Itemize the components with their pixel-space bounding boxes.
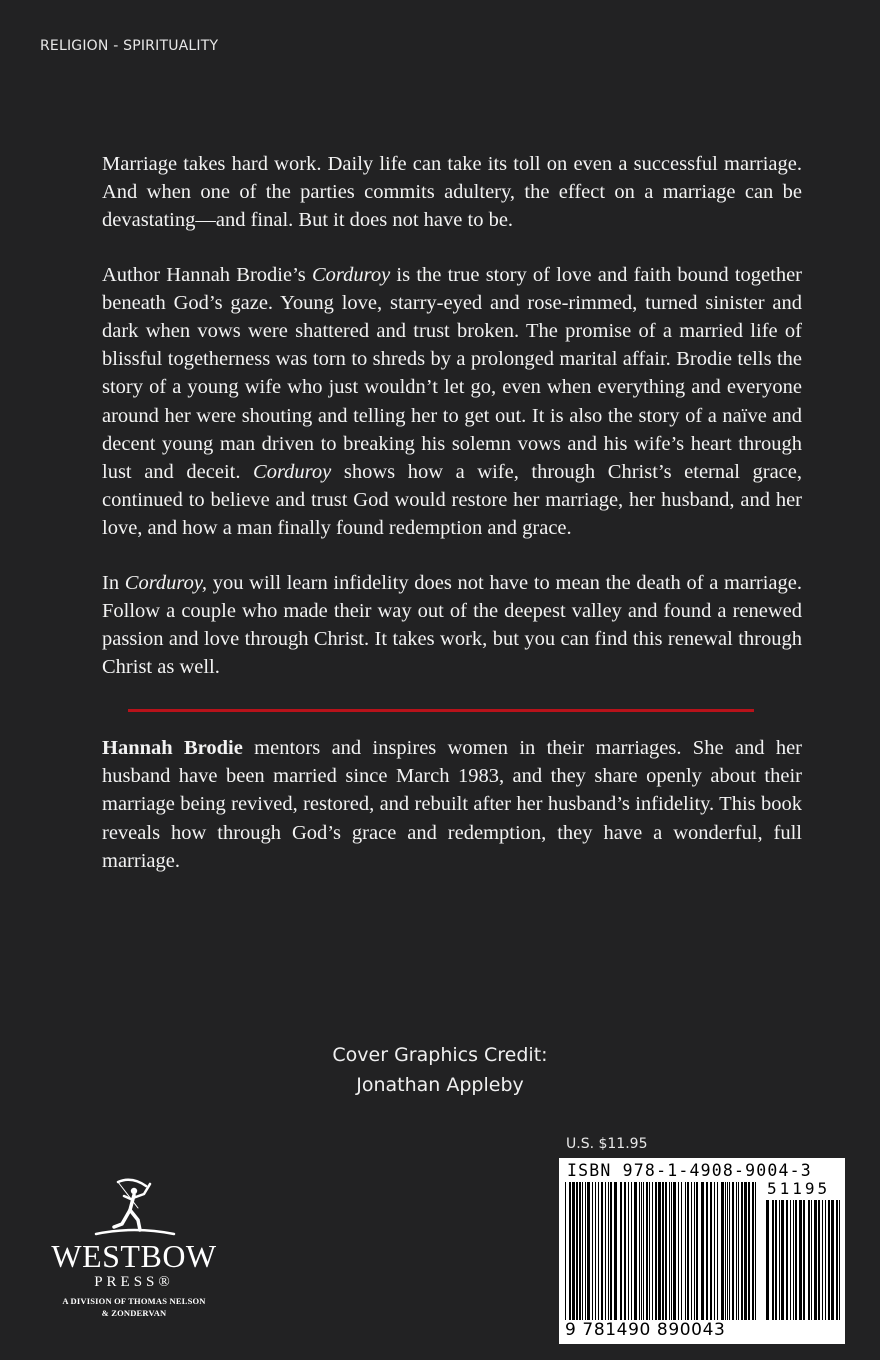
barcode-bar bbox=[592, 1182, 593, 1320]
description-paragraph-2: Author Hannah Brodie’s Corduroy is the true story of love and faith bound together beneath God’s gaze. Young love, starry-eyed and rose-rimmed, turned sinister and dark when vows were shattered and trust broken. The promise of a married life of blissful togetherness was torn to shreds by a prolonged marital affair. Brodie tells the story of a young wife who just wouldn’t let go, even when everything and everyone around her were shouting and telling her to get out. It is also the story of a naïve and decent young man driven to breaking his solemn vows and his wife’s heart through lust and deceit. Corduroy shows how a wife, through Christ’s eternal grace, continued to believe and trust God would restore her marriage, her husband, and her love, and how a man finally found redemption and grace. bbox=[102, 263, 803, 540]
barcode-bar bbox=[598, 1182, 599, 1320]
barcode-bar bbox=[631, 1182, 632, 1320]
publisher-press: PRESS® bbox=[94, 1274, 174, 1290]
barcode-bar bbox=[781, 1200, 784, 1320]
barcode-bar bbox=[828, 1200, 830, 1320]
barcode-bar bbox=[646, 1182, 648, 1320]
ean-digits: 9 781490 890043 bbox=[565, 1320, 726, 1340]
barcode-bar bbox=[736, 1182, 737, 1320]
barcode-bar bbox=[691, 1182, 692, 1320]
author-bio bbox=[102, 734, 802, 875]
barcode bbox=[559, 1158, 845, 1344]
barcode-bar bbox=[793, 1200, 794, 1320]
book-title: Corduroy bbox=[311, 263, 391, 286]
author-bio-text: mentors and inspires women in their marriages. She and her husband have been married since March 1983, and they share openly about their marriage being revived, restored, and rebuilt after her husband’s infidelity. This book reveals how through God’s grace and redemption, they have a wonderful, full marriage. bbox=[102, 737, 802, 872]
barcode-bar bbox=[752, 1182, 754, 1320]
book-title: Corduroy, bbox=[124, 571, 207, 594]
barcode-bar bbox=[811, 1200, 812, 1320]
divider-rule bbox=[128, 709, 754, 712]
barcode-bar bbox=[673, 1182, 676, 1320]
barcode-bar bbox=[572, 1182, 575, 1320]
barcode-bar bbox=[614, 1182, 617, 1320]
barcode-bar bbox=[565, 1182, 566, 1320]
barcode-bar bbox=[601, 1182, 603, 1320]
barcode-bar bbox=[669, 1182, 670, 1320]
barcode-bar bbox=[732, 1182, 734, 1320]
barcode-bar bbox=[587, 1182, 590, 1320]
barcode-bar bbox=[585, 1182, 586, 1320]
barcode-bar bbox=[795, 1200, 797, 1320]
barcode-bar bbox=[678, 1182, 679, 1320]
publisher-logo bbox=[34, 1178, 234, 1328]
barcode-bar bbox=[717, 1182, 718, 1320]
barcode-bar bbox=[628, 1182, 629, 1320]
barcode-bar bbox=[825, 1200, 826, 1320]
barcode-bar bbox=[655, 1182, 657, 1320]
barcode-bar bbox=[579, 1182, 581, 1320]
barcode-bar bbox=[685, 1182, 686, 1320]
addon-barcode-bars bbox=[766, 1200, 840, 1338]
barcode-bar bbox=[744, 1182, 747, 1320]
barcode-bar bbox=[701, 1182, 704, 1320]
barcode-bar bbox=[822, 1200, 823, 1320]
barcode-bar bbox=[741, 1182, 743, 1320]
publisher-name: WESTBOW bbox=[51, 1238, 217, 1274]
description-paragraph-3: In Corduroy, you will learn infidelity does not have to mean the death of a marriage. Follow a couple who made their way out of the deepest valley and found a renewed passion and love through Christ. It takes work, but you can find this renewal through Christ as well. bbox=[102, 571, 802, 679]
barcode-bar bbox=[738, 1182, 739, 1320]
barcode-bar bbox=[608, 1182, 609, 1320]
barcode-bar bbox=[634, 1182, 637, 1320]
barcode-bar bbox=[643, 1182, 644, 1320]
barcode-bar bbox=[766, 1200, 769, 1320]
barcode-bar bbox=[786, 1200, 788, 1320]
barcode-bar bbox=[818, 1200, 820, 1320]
publisher-division-2: & ZONDERVAN bbox=[101, 1308, 167, 1318]
barcode-bar bbox=[696, 1182, 698, 1320]
barcode-bar bbox=[725, 1182, 726, 1320]
barcode-bar bbox=[639, 1182, 640, 1320]
book-title: Corduroy bbox=[253, 461, 332, 484]
barcode-bar bbox=[671, 1182, 672, 1320]
cover-credit bbox=[0, 1040, 880, 1100]
archer-icon bbox=[34, 1178, 234, 1238]
barcode-bar bbox=[658, 1182, 661, 1320]
barcode-bar bbox=[605, 1182, 606, 1320]
barcode-bar bbox=[814, 1200, 817, 1320]
barcode-bar bbox=[748, 1182, 750, 1320]
barcode-bar bbox=[624, 1182, 626, 1320]
barcode-bar bbox=[799, 1200, 802, 1320]
barcode-bar bbox=[610, 1182, 612, 1320]
barcode-bar bbox=[803, 1200, 805, 1320]
barcode-bar bbox=[729, 1182, 730, 1320]
barcode-bar bbox=[595, 1182, 596, 1320]
author-name: Hannah Brodie bbox=[102, 737, 243, 759]
book-description bbox=[102, 150, 802, 707]
barcode-bar bbox=[620, 1182, 622, 1320]
barcode-bar bbox=[706, 1182, 708, 1320]
barcode-bar bbox=[576, 1182, 578, 1320]
barcode-bar bbox=[710, 1182, 712, 1320]
barcode-bar bbox=[839, 1200, 840, 1320]
barcode-bar bbox=[772, 1200, 774, 1320]
barcode-bar bbox=[569, 1182, 571, 1320]
barcode-bar bbox=[681, 1182, 682, 1320]
barcode-bar bbox=[808, 1200, 810, 1320]
barcode-bar bbox=[727, 1182, 728, 1320]
barcode-bar bbox=[662, 1182, 664, 1320]
barcode-bar bbox=[641, 1182, 642, 1320]
barcode-bar bbox=[836, 1200, 838, 1320]
credit-label: Cover Graphics Credit: bbox=[332, 1044, 548, 1066]
category-label: RELIGION - SPIRITUALITY bbox=[40, 38, 219, 54]
barcode-bar bbox=[831, 1200, 834, 1320]
barcode-bar bbox=[755, 1182, 756, 1320]
publisher-division: A DIVISION OF THOMAS NELSON bbox=[62, 1296, 206, 1306]
barcode-bar bbox=[714, 1182, 715, 1320]
barcode-bar bbox=[790, 1200, 791, 1320]
barcode-bar bbox=[582, 1182, 583, 1320]
price-label: U.S. $11.95 bbox=[566, 1136, 648, 1152]
barcode-bar bbox=[665, 1182, 667, 1320]
barcode-bar bbox=[687, 1182, 689, 1320]
barcode-bar bbox=[694, 1182, 695, 1320]
price-code: 51195 bbox=[767, 1179, 831, 1198]
barcode-bar bbox=[721, 1182, 724, 1320]
ean-barcode-bars bbox=[565, 1182, 757, 1320]
isbn-label: ISBN 978-1-4908-9004-3 bbox=[567, 1161, 812, 1180]
credit-name: Jonathan Appleby bbox=[356, 1074, 524, 1096]
description-paragraph-1: Marriage takes hard work. Daily life can take its toll on even a successful marriage. And when one of the parties commits adultery, the effect on a marriage can be devastating—and final. But it does not have to be. bbox=[102, 153, 802, 232]
barcode-bar bbox=[652, 1182, 653, 1320]
barcode-bar bbox=[779, 1200, 780, 1320]
barcode-bar bbox=[649, 1182, 650, 1320]
barcode-bar bbox=[775, 1200, 777, 1320]
